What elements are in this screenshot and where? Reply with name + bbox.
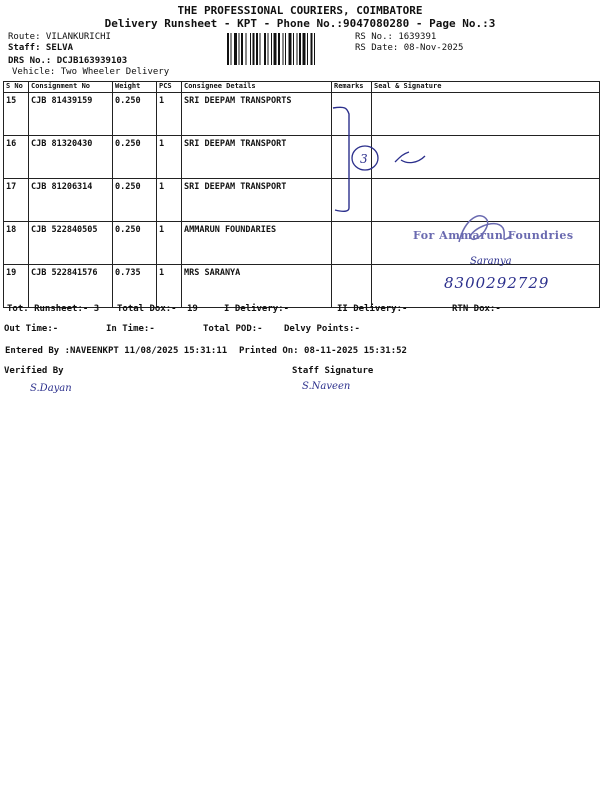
cell-consignment: CJB 522840505	[29, 222, 113, 265]
table-row	[4, 136, 600, 179]
cell-weight: 0.250	[113, 93, 157, 136]
table-row	[4, 93, 600, 136]
cell-consignment: CJB 81206314	[29, 179, 113, 222]
total-dox-value: 19	[187, 304, 198, 314]
out-time: Out Time:-	[4, 324, 59, 334]
total-pod: Total POD:-	[203, 324, 263, 334]
staff-signature-mark: S.Naveen	[302, 381, 351, 392]
remarks-bracket-mark	[325, 100, 445, 220]
col-consignee: Consignee Details	[182, 82, 332, 93]
cell-weight: 0.250	[113, 222, 157, 265]
printed-on: Printed On: 08-11-2025 15:31:52	[239, 346, 407, 356]
rs-date: RS Date: 08-Nov-2025	[355, 43, 464, 53]
staff-label: Staff: SELVA	[8, 43, 74, 53]
cell-pcs: 1	[157, 222, 182, 265]
drs-number: DRS No.: DCJB163939103	[8, 56, 128, 66]
cell-sno: 19	[4, 265, 29, 308]
cell-pcs: 1	[157, 265, 182, 308]
cell-sno: 18	[4, 222, 29, 265]
staff-signature-label: Staff Signature	[292, 366, 374, 376]
cell-remarks	[332, 222, 372, 265]
company-title: THE PROFESSIONAL COURIERS, COIMBATORE	[177, 4, 423, 17]
company-stamp: For Ammarun Foundries	[413, 229, 574, 242]
vehicle-label: Vehicle: Two Wheeler Delivery	[12, 67, 170, 77]
stamp-signature	[455, 208, 525, 252]
cell-pcs: 1	[157, 136, 182, 179]
verifier-signature: S.Dayan	[30, 383, 72, 394]
col-consignment: Consignment No	[29, 82, 113, 93]
cell-consignment: CJB 522841576	[29, 265, 113, 308]
barcode	[227, 33, 349, 65]
ii-delivery: II Delivery:-	[337, 304, 408, 314]
cell-sno: 16	[4, 136, 29, 179]
in-time: In Time:-	[106, 324, 155, 334]
col-weight: Weight	[113, 82, 157, 93]
runsheet-subtitle: Delivery Runsheet - KPT - Phone No.:9047080280 - Page No.:3	[104, 17, 496, 30]
table-header-row	[4, 82, 600, 93]
cell-weight: 0.250	[113, 136, 157, 179]
tot-runsheet: Tot. Runsheet:- 3	[7, 304, 100, 314]
rs-number: RS No.: 1639391	[355, 32, 437, 42]
cell-pcs: 1	[157, 93, 182, 136]
cell-consignee: AMMARUN FOUNDARIES	[182, 222, 332, 265]
recipient-name-handwritten: Saranya	[470, 256, 512, 267]
col-sno: S No	[4, 82, 29, 93]
cell-consignment: CJB 81320430	[29, 136, 113, 179]
verified-by-label: Verified By	[4, 366, 64, 376]
circled-count: 3	[360, 152, 368, 166]
cell-consignee: SRI DEEPAM TRANSPORTS	[182, 93, 332, 136]
col-remarks: Remarks	[332, 82, 372, 93]
delvy-points: Delvy Points:-	[284, 324, 360, 334]
i-delivery: I Delivery:-	[224, 304, 290, 314]
cell-consignee: SRI DEEPAM TRANSPORT	[182, 136, 332, 179]
entered-by: Entered By :NAVEENKPT 11/08/2025 15:31:11	[5, 346, 228, 356]
cell-pcs: 1	[157, 179, 182, 222]
cell-weight: 0.735	[113, 265, 157, 308]
total-dox-label: Total Dox:-	[117, 304, 177, 314]
cell-consignee: SRI DEEPAM TRANSPORT	[182, 179, 332, 222]
col-seal-signature: Seal & Signature	[372, 82, 600, 93]
col-pcs: PCS	[157, 82, 182, 93]
rtn-dox: RTN Dox:-	[452, 304, 501, 314]
route-label: Route: VILANKURICHI	[8, 32, 111, 42]
recipient-phone-handwritten: 8300292729	[444, 274, 550, 292]
cell-sno: 15	[4, 93, 29, 136]
cell-sno: 17	[4, 179, 29, 222]
cell-weight: 0.250	[113, 179, 157, 222]
cell-consignment: CJB 81439159	[29, 93, 113, 136]
cell-consignee: MRS SARANYA	[182, 265, 332, 308]
cell-remarks	[332, 265, 372, 308]
